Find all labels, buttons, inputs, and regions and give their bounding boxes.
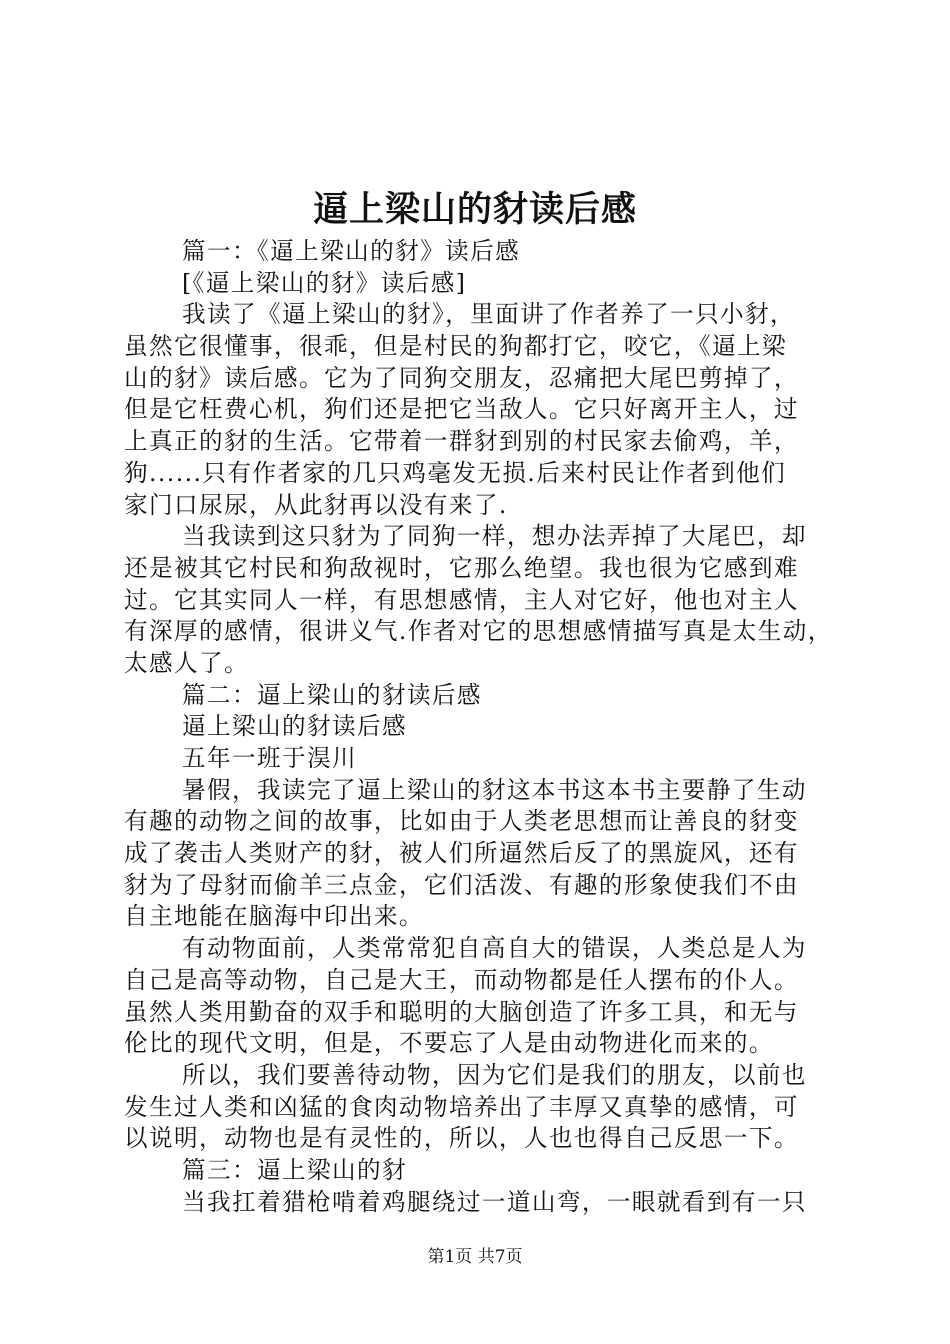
text-line: 狗......只有作者家的几只鸡毫发无损.后来村民让作者到他们 (124, 458, 787, 487)
text-line: 五年一班于淏川 (182, 744, 357, 772)
text-line: 但是它枉费心机，狗们还是把它当敌人。它只好离开主人，过 (124, 395, 799, 424)
text-line: 伦比的现代文明，但是，不要忘了人是由动物进化而来的。 (124, 1029, 774, 1058)
text-line: 所以，我们要善待动物，因为它们是我们的朋友，以前也 (182, 1060, 807, 1089)
text-line: 有趣的动物之间的故事，比如由于人类老思想而让善良的豺变 (124, 807, 799, 836)
text-line: 我读了《逼上梁山的豺》，里面讲了作者养了一只小豺， (182, 300, 796, 329)
text-line: 暑假，我读完了逼上梁山的豺这本书这本书主要静了生动 (182, 775, 807, 804)
text-line: 逼上梁山的豺读后感 (182, 712, 407, 741)
text-line: 篇三：逼上梁山的豺 (182, 1155, 407, 1184)
text-line: 虽然人类用勤奋的双手和聪明的大脑创造了许多工具，和无与 (124, 997, 799, 1026)
text-line: 篇一：《逼上梁山的豺》读后感 (182, 237, 521, 265)
document-body (124, 236, 836, 1218)
text-line: 还是被其它村民和狗敌视时，它那么绝望。我也很为它感到难 (124, 553, 799, 582)
text-line: 自己是高等动物，自己是大王，而动物都是任人摆布的仆人。 (124, 965, 799, 994)
text-line: 发生过人类和凶猛的食肉动物培养出了丰厚又真挚的感情，可 (124, 1092, 799, 1121)
text-line: 当我扛着猎枪啃着鸡腿绕过一道山弯，一眼就看到有一只 (182, 1187, 807, 1216)
text-line: 当我读到这只豺为了同狗一样，想办法弄掉了大尾巴，却 (182, 522, 807, 551)
page-footer: 第1页 共7页 (427, 1247, 523, 1267)
text-line: 有深厚的感情，很讲义气.作者对它的思想感情描写真是太生动， (124, 617, 833, 646)
text-line: 家门口尿尿，从此豺再以没有来了. (124, 490, 508, 519)
text-line: 过。它其实同人一样，有思想感情，主人对它好，他也对主人 (124, 585, 799, 614)
text-line: 太感人了。 (124, 648, 249, 677)
text-line: 虽然它很懂事，很乖，但是村民的狗都打它，咬它，《逼上梁 (124, 332, 788, 361)
text-line: 豺为了母豺而偷羊三点金，它们活泼、有趣的形象使我们不由 (124, 870, 799, 899)
text-line: 上真正的豺的生活。它带着一群豺到别的村民家去偷鸡，羊， (124, 427, 799, 456)
text-line: [《逼上梁山的豺》读后感] (182, 268, 467, 297)
text-line: 有动物面前，人类常常犯自高自大的错误，人类总是人为 (182, 934, 807, 963)
document-title: 逼上梁山的豺读后感 (312, 189, 637, 230)
text-line: 篇二：逼上梁山的豺读后感 (182, 680, 482, 709)
text-line: 以说明，动物也是有灵性的，所以，人也也得自己反思一下。 (124, 1124, 799, 1153)
text-line: 自主地能在脑海中印出来。 (124, 902, 424, 931)
text-line: 成了袭击人类财产的豺，被人们所逼然后反了的黑旋风，还有 (124, 839, 799, 868)
text-line: 山的豺》读后感。它为了同狗交朋友，忍痛把大尾巴剪掉了， (124, 363, 799, 392)
